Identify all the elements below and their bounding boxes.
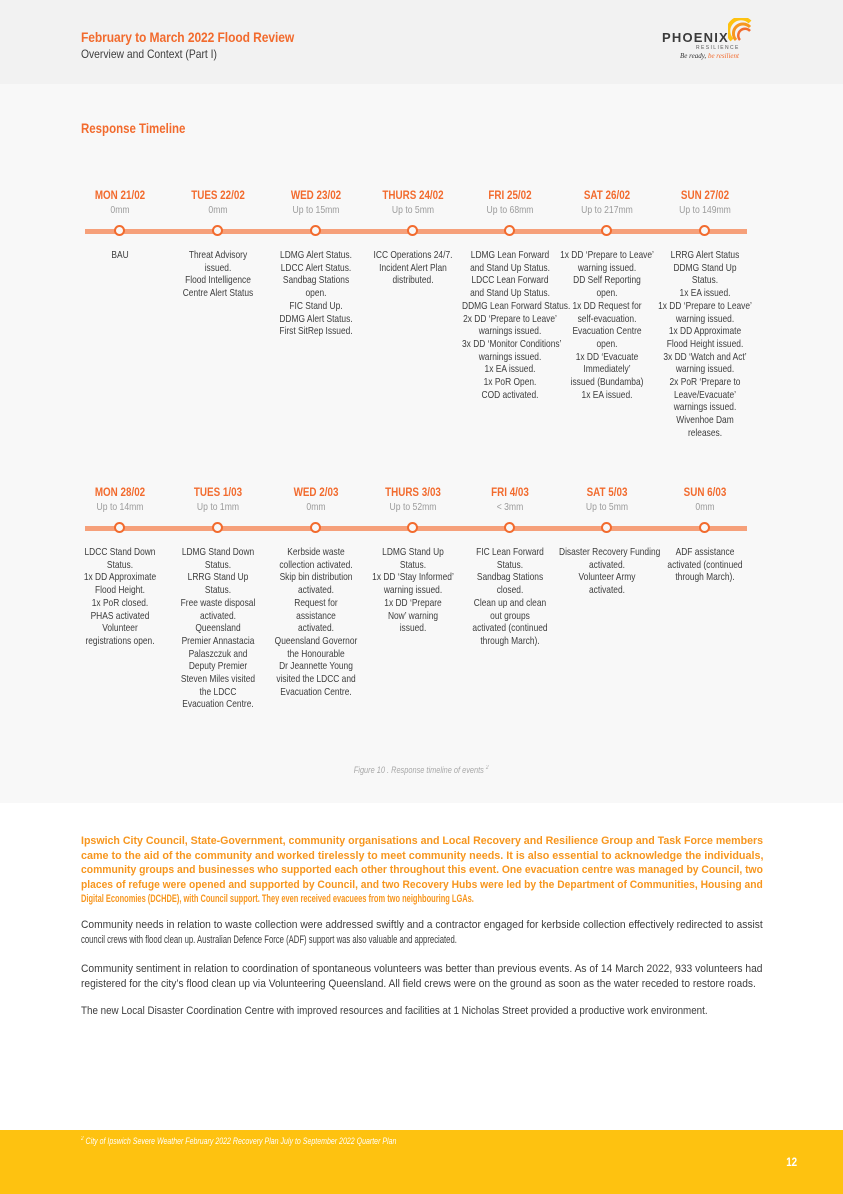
timeline-day — [365, 485, 461, 635]
tagline-part-b: be resilient — [707, 52, 739, 60]
paragraph-line: community groups and businesses who supported each other throughout this event. One evacuation centre was managed by Council, two — [81, 864, 763, 876]
event-line: out groups — [490, 609, 530, 622]
event-line: Premier Annastacia — [181, 634, 255, 647]
event-line: DDMG Lean Forward Status. — [462, 299, 571, 312]
event-line: Skip bin distribution — [279, 571, 353, 584]
timeline-day — [657, 188, 753, 439]
timeline-node-icon — [310, 522, 321, 533]
event-line: Flood Intelligence — [185, 274, 251, 287]
rainfall-amount: Up to 1mm — [196, 501, 240, 513]
footnote-number: 2 — [81, 1136, 84, 1142]
day-label: MON 28/02 — [94, 485, 146, 499]
page-number: 12 — [786, 1155, 798, 1169]
document-title: February to March 2022 Flood Review — [81, 29, 295, 45]
event-line: 1x DD ‘Prepare to Leave’ — [658, 299, 752, 312]
event-line: issued. — [399, 622, 427, 635]
rainfall-amount: Up to 149mm — [679, 204, 731, 216]
event-line: Evacuation Centre. — [182, 698, 254, 711]
timeline-day — [365, 188, 461, 287]
event-line: 2x PoR ‘Prepare to — [669, 376, 741, 389]
day-label: SAT 26/02 — [583, 188, 631, 202]
event-line: Status. — [496, 558, 524, 571]
paragraph-line: Digital Economies (DCHDE), with Council support. They even received evacuees from two neighbouring LGAs. — [81, 893, 474, 905]
event-line: warnings issued. — [478, 350, 542, 363]
logo-wordmark: PHOENIX — [662, 30, 729, 45]
rainfall-amount: Up to 5mm — [391, 204, 435, 216]
event-line: activated. — [298, 622, 334, 635]
timeline-node-icon — [114, 225, 125, 236]
event-line: closed. — [496, 584, 524, 597]
day-label: FRI 25/02 — [488, 188, 532, 202]
event-line: Evacuation Centre. — [280, 685, 352, 698]
timeline-day — [462, 188, 571, 401]
event-line: FIC Stand Up. — [289, 299, 343, 312]
day-label: SAT 5/03 — [586, 485, 628, 499]
event-line: Palaszczuk and — [188, 647, 248, 660]
sun-swirl-icon — [728, 18, 754, 44]
event-line: Flood Height. — [95, 584, 145, 597]
rainfall-amount: 0mm — [695, 501, 715, 513]
event-line: BAU — [111, 249, 129, 261]
event-line: DDMG Stand Up — [673, 261, 737, 274]
rainfall-amount: Up to 217mm — [581, 204, 633, 216]
event-line: Now’ warning — [387, 609, 439, 622]
event-line: visited the LDCC and — [276, 673, 356, 686]
event-line: 1x DD Approximate — [668, 325, 742, 338]
event-line: assistance — [296, 609, 336, 622]
event-line: COD activated. — [481, 388, 539, 401]
highlight-paragraph — [81, 834, 763, 907]
event-line: LDCC Alert Status. — [280, 261, 352, 274]
event-line: open. — [596, 337, 618, 350]
event-line: open. — [596, 287, 618, 300]
day-label: WED 2/03 — [293, 485, 339, 499]
event-line: Evacuation Centre — [572, 325, 642, 338]
caption-text: Figure 10 . Response timeline of events — [354, 765, 487, 775]
day-label: THURS 3/03 — [385, 485, 441, 499]
event-line: 1x EA issued. — [581, 388, 633, 401]
event-line: warnings issued. — [673, 401, 737, 414]
timeline-node-icon — [699, 522, 710, 533]
timeline-day — [559, 485, 661, 597]
event-line: activated. — [200, 609, 236, 622]
page-header — [0, 0, 843, 84]
paragraph-line: registered for the city’s flood clean up via Volunteering Queensland. All field crews were on the ground as soon as the water receded to restore roads. — [81, 977, 756, 990]
event-line: through March). — [675, 571, 735, 584]
event-line: Free waste disposal — [180, 596, 256, 609]
event-line: Volunteer — [102, 622, 138, 635]
day-label: WED 23/02 — [290, 188, 342, 202]
page-footer — [0, 1130, 843, 1194]
event-line: collection activated. — [279, 558, 353, 571]
event-line: 1x DD ‘Stay Informed’ — [372, 571, 454, 584]
event-line: Status. — [106, 558, 134, 571]
event-line: self-evacuation. — [577, 312, 637, 325]
event-line: and Stand Up Status. — [470, 261, 550, 274]
timeline-day — [170, 188, 266, 300]
body-paragraph-volunteers — [81, 962, 763, 991]
day-label: THURS 24/02 — [382, 188, 444, 202]
timeline-day — [170, 485, 266, 711]
paragraph-line: The new Local Disaster Coordination Centre with improved resources and facilities at 1 Nicholas Street provided a productive work environment. — [81, 1005, 708, 1017]
event-line: 3x DD ‘Watch and Act’ — [663, 350, 747, 363]
event-line: 1x DD ‘Prepare to Leave’ — [560, 249, 654, 261]
event-line: Immediately’ — [583, 363, 631, 376]
event-line: 1x EA issued. — [484, 363, 536, 376]
timeline-node-icon — [114, 522, 125, 533]
event-line: Threat Advisory — [188, 249, 248, 261]
timeline-node-icon — [504, 225, 515, 236]
timeline-node-icon — [504, 522, 515, 533]
rainfall-amount: Up to 68mm — [486, 204, 534, 216]
event-line: registrations open. — [85, 634, 155, 647]
timeline-node-icon — [601, 522, 612, 533]
day-events — [645, 249, 765, 440]
paragraph-line: Ipswich City Council, State-Government, community organisations and Local Recovery and Resilience Group and Task Force members — [81, 835, 764, 847]
event-line: Incident Alert Plan — [379, 261, 447, 274]
event-line: Status. — [204, 584, 232, 597]
event-line: LDMG Stand Down — [181, 546, 255, 558]
day-label: SUN 6/03 — [683, 485, 727, 499]
timeline-day — [657, 485, 753, 584]
document-subtitle: Overview and Context (Part I) — [81, 47, 217, 61]
event-line: LDCC Lean Forward — [471, 274, 549, 287]
timeline-node-icon — [699, 225, 710, 236]
timeline-day — [462, 485, 558, 647]
event-line: Wivenhoe Dam — [676, 414, 734, 427]
event-line: Sandbag Stations — [282, 274, 350, 287]
paragraph-line: Community sentiment in relation to coordination of spontaneous volunteers was better than previous events. As of 14 March 2022, 933 volunteers had — [81, 963, 763, 975]
day-events — [645, 546, 765, 584]
day-label: SUN 27/02 — [680, 188, 730, 202]
event-line: activated (continued — [472, 622, 548, 635]
event-line: distributed. — [392, 274, 434, 287]
event-line: FIC Lean Forward — [476, 546, 544, 558]
footnote — [81, 1136, 396, 1146]
event-line: LDCC Stand Down — [84, 546, 156, 558]
logo-tagline — [680, 52, 739, 60]
event-line: Clean up and clean — [473, 596, 547, 609]
event-line: 1x DD ‘Evacuate — [575, 350, 639, 363]
paragraph-line: Community needs in relation to waste collection were addressed swiftly and a contractor engaged for kerbside collection effectively redirected to assist — [81, 919, 763, 931]
event-line: DD Self Reporting — [573, 274, 641, 287]
timeline-day — [72, 485, 168, 647]
paragraph-line: came to the aid of the community and worked tirelessly to meet community needs. It is also essential to acknowledge the individuals, — [81, 849, 764, 862]
footnote-text: City of Ipswich Severe Weather February 2022 Recovery Plan July to September 2022 Quarter Plan — [83, 1136, 397, 1146]
event-line: Centre Alert Status — [182, 287, 254, 300]
event-line: Kerbside waste — [287, 546, 345, 558]
event-line: warning issued. — [675, 363, 735, 376]
event-line: the LDCC — [199, 685, 237, 698]
timeline-node-icon — [212, 225, 223, 236]
event-line: Status. — [399, 558, 427, 571]
event-line: warning issued. — [577, 261, 637, 274]
event-line: Queensland — [195, 622, 241, 635]
timeline-day — [72, 188, 168, 261]
event-line: releases. — [687, 426, 723, 439]
event-line: First SitRep Issued. — [279, 325, 353, 338]
event-line: activated (continued — [667, 558, 743, 571]
rainfall-amount: Up to 14mm — [96, 501, 144, 513]
rainfall-amount: Up to 52mm — [389, 501, 437, 513]
timeline-node-icon — [407, 522, 418, 533]
event-line: Status. — [204, 558, 232, 571]
event-line: activated. — [298, 584, 334, 597]
rainfall-amount: Up to 15mm — [292, 204, 340, 216]
event-line: issued (Bundamba) — [570, 376, 644, 389]
event-line: warnings issued. — [478, 325, 542, 338]
timeline-node-icon — [407, 225, 418, 236]
event-line: 2x DD ‘Prepare to Leave’ — [463, 312, 557, 325]
rainfall-amount: 0mm — [208, 204, 228, 216]
body-paragraph-waste — [81, 918, 763, 947]
timeline-day — [268, 485, 364, 698]
rainfall-amount: 0mm — [110, 204, 130, 216]
event-line: Request for — [294, 596, 338, 609]
timeline-node-icon — [310, 225, 321, 236]
event-line: LDMG Alert Status. — [280, 249, 352, 261]
event-line: warning issued. — [383, 584, 443, 597]
event-line: 1x DD Request for — [572, 299, 642, 312]
event-line: LDMG Lean Forward — [470, 249, 550, 261]
event-line: the Honourable — [287, 647, 345, 660]
timeline-day — [268, 188, 364, 338]
paragraph-line: places of refuge were opened and supported by Council, and two Recovery Hubs were led by the Department of Communities, Housing and — [81, 878, 763, 891]
event-line: 3x DD ‘Monitor Conditions’ — [462, 337, 562, 350]
day-label: MON 21/02 — [94, 188, 146, 202]
event-line: PHAS activated — [90, 609, 150, 622]
event-line: 1x DD ‘Prepare — [384, 596, 442, 609]
event-line: Disaster Recovery Funding — [559, 546, 661, 558]
event-line: Flood Height issued. — [666, 337, 744, 350]
rainfall-amount: 0mm — [306, 501, 326, 513]
section-title: Response Timeline — [81, 120, 186, 136]
event-line: 1x DD Approximate — [83, 571, 157, 584]
timeline-node-icon — [212, 522, 223, 533]
phoenix-resilience-logo — [660, 16, 760, 64]
figure-caption — [0, 765, 843, 775]
event-line: LRRG Alert Status — [670, 249, 740, 261]
event-line: DDMG Alert Status. — [279, 312, 353, 325]
event-line: Deputy Premier — [188, 660, 248, 673]
rainfall-amount: < 3mm — [496, 501, 524, 513]
day-label: FRI 4/03 — [491, 485, 529, 499]
rainfall-amount: Up to 5mm — [585, 501, 629, 513]
timeline-node-icon — [601, 225, 612, 236]
event-line: ADF assistance — [675, 546, 735, 558]
logo-subtext: RESILIENCE — [696, 45, 740, 51]
event-line: through March). — [480, 634, 540, 647]
day-label: TUES 1/03 — [193, 485, 243, 499]
body-paragraph-ldcc — [81, 1004, 763, 1019]
event-line: and Stand Up Status. — [470, 287, 550, 300]
event-line: ICC Operations 24/7. — [373, 249, 453, 261]
event-line: warning issued. — [675, 312, 735, 325]
caption-footnote-ref: 2 — [486, 765, 489, 771]
event-line: Sandbag Stations — [476, 571, 544, 584]
event-line: Volunteer Army — [578, 571, 636, 584]
event-line: LDMG Stand Up — [382, 546, 444, 558]
event-line: 1x EA issued. — [679, 287, 731, 300]
event-line: Dr Jeannette Young — [279, 660, 353, 673]
event-line: LRRG Stand Up — [187, 571, 249, 584]
event-line: Status. — [691, 274, 719, 287]
event-line: activated. — [589, 558, 625, 571]
event-line: Leave/Evacuate’ — [673, 388, 737, 401]
event-line: Steven Miles visited — [180, 673, 256, 686]
event-line: Queensland Governor — [274, 634, 358, 647]
event-line: 1x PoR closed. — [91, 596, 149, 609]
paragraph-line: council crews with flood clean up. Australian Defence Force (ADF) support was also valuable and appreciated. — [81, 933, 457, 946]
event-line: 1x PoR Open. — [483, 376, 537, 389]
day-label: TUES 22/02 — [191, 188, 245, 202]
event-line: open. — [305, 287, 327, 300]
event-line: activated. — [589, 584, 625, 597]
event-line: issued. — [204, 261, 232, 274]
timeline-day — [559, 188, 655, 401]
tagline-part-a: Be ready, — [680, 52, 707, 60]
